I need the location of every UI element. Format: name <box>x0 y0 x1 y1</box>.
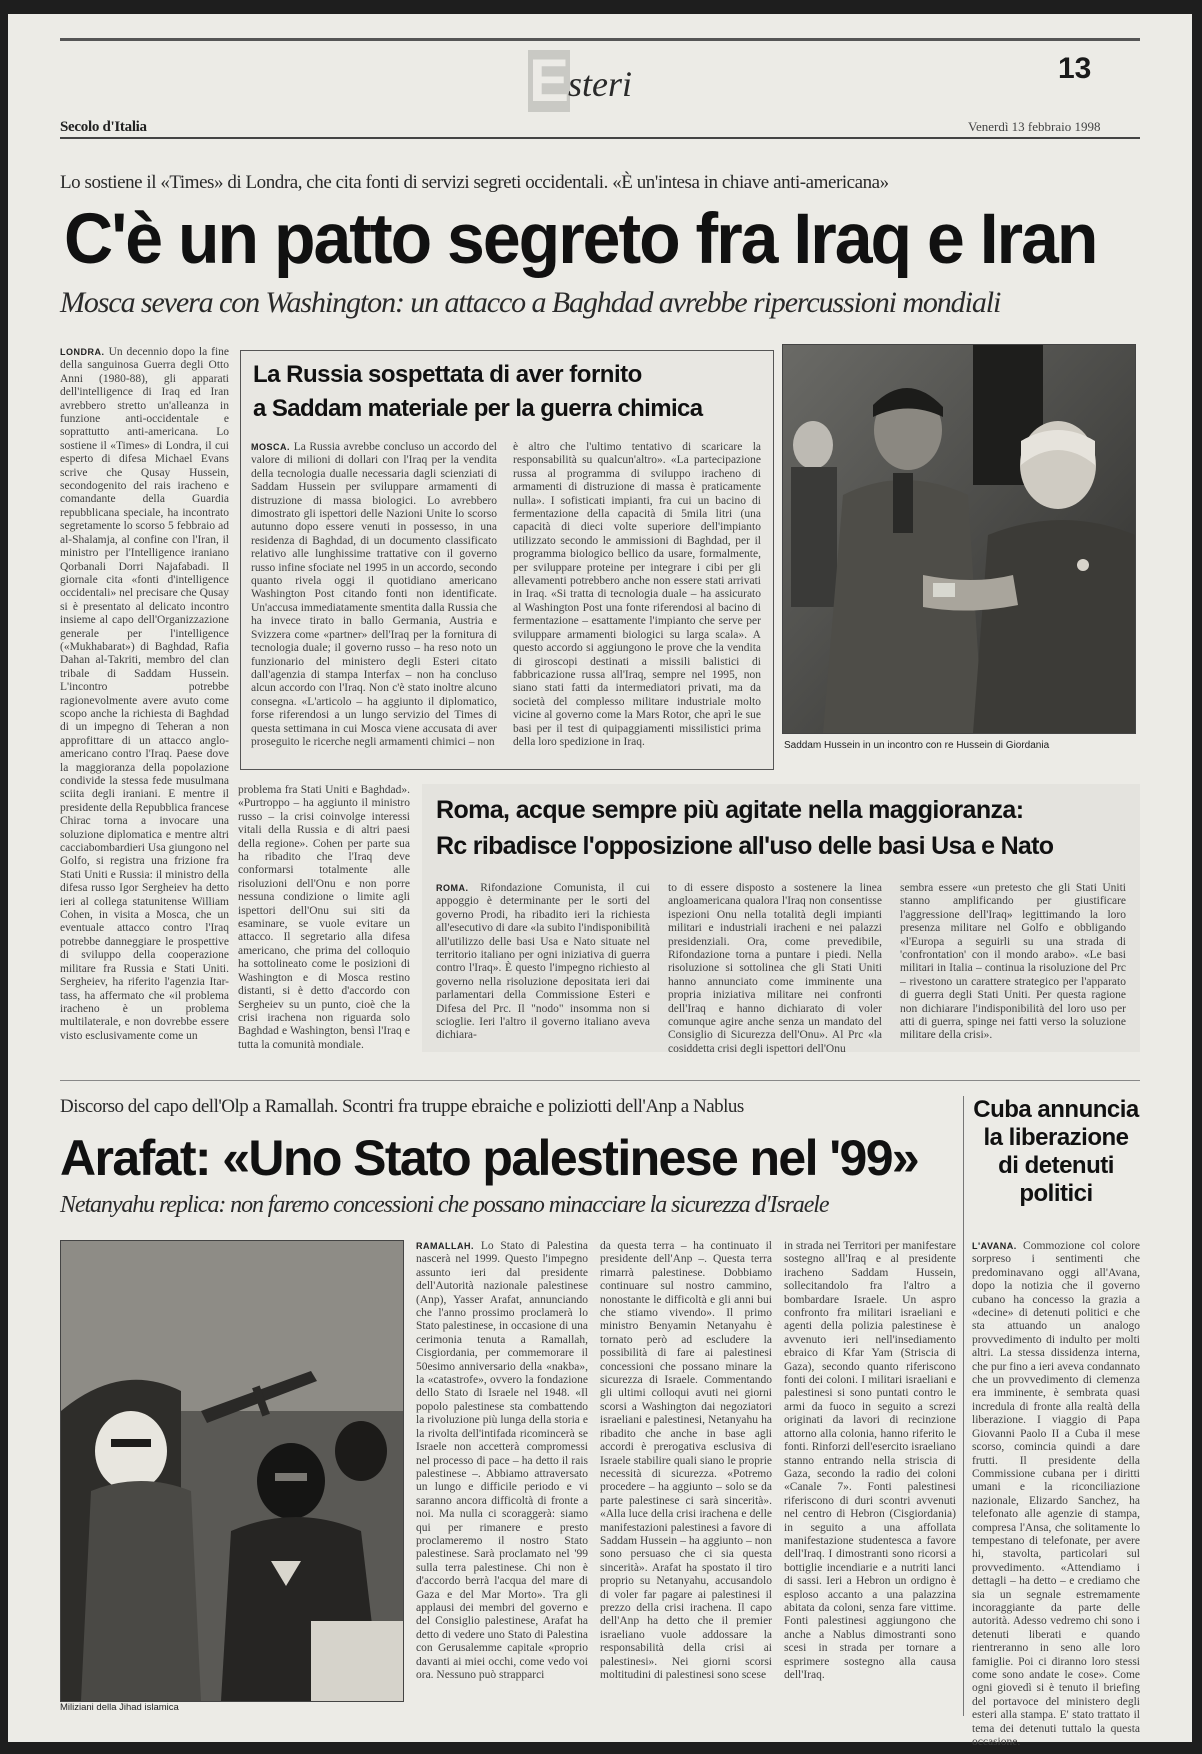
issue-date: Venerdì 13 febbraio 1998 <box>968 119 1101 134</box>
cuba-headline <box>970 1096 1142 1208</box>
jihad-photo-caption: Miliziani della Jihad islamica <box>60 1702 179 1713</box>
article-text: problema fra Stati Uniti e Baghdad». «Purtroppo – ha aggiunto il ministro russo – la crisi coinvolge interessi vitali della Russia e di altri paesi della regione». Cohen per parte sua ha ribadito che l'Iraq deve conformarsi totalmente alle risoluzioni dell'Onu e non porre nessuna condizione o limite agli ispettori dell'Onu sui siti da esaminare, se vuole evitare un attacco. Il segretario alla difesa americano, che prima del colloquio ha sottolineato come le posizioni di Washington e di Mosca restino distanti, si è detto d'accordo con Sergheiev su un punto, cioè che la crisi irachena non riguarda solo Baghdad e Washington, bensì l'Iraq e tutta la comunità mondiale. <box>238 784 410 1051</box>
saddam-photo-caption: Saddam Hussein in un incontro con re Hussein di Giordania <box>784 740 1050 751</box>
lead-story-column-1-continued <box>60 792 229 1064</box>
arafat-subhead: Netanyahu replica: non faremo concessioni che possano minacciare la sicurezza d'Israele <box>60 1192 829 1218</box>
jihad-photo <box>60 1240 404 1702</box>
dateline: L'AVANA. <box>972 1241 1024 1251</box>
russia-column-1 <box>251 441 497 761</box>
roma-column-1 <box>436 882 650 1044</box>
russia-box <box>240 350 774 770</box>
newspaper-name: Secolo d'Italia <box>60 119 147 135</box>
roma-column-3 <box>900 882 1126 1044</box>
dateline: LONDRA. <box>60 347 109 357</box>
cuba-headline-line-4: politici <box>1019 1180 1093 1207</box>
roma-column-2 <box>668 882 882 1055</box>
lead-subhead: Mosca severa con Washington: un attacco a Baghdad avrebbe ripercussioni mondiali <box>60 286 1001 319</box>
russia-headline-line-1: La Russia sospettata di aver fornito <box>253 361 642 388</box>
article-text: da questa terra – ha continuato il presidente dell'Anp –. Questa terra rimarrà palestinese. Dobbiamo continuare sul nostro cammino, nonostante le difficoltà e gli anni bui che stiamo vivendo». Il primo ministro Benyamin Netanyahu è tornato però ad escludere la possibilità di fare ai palestinesi concessioni che possano minare la sicurezza di Israele. Commentando gli ultimi colloqui avuti nei giorni scorsi a Washington dai negoziatori israeliani e palestinesi, Netanyahu ha ribadito che anche in base agli accordi è prerogativa esclusiva di Israele stabilire quali siano le proprie necessità di sicurezza. «Potremo procedere – ha aggiunto – solo se da parte palestinese ci sarà sincerità». «Alla luce della crisi irachena e delle manifestazioni palestinesi a favore di Saddam Hussein – ha aggiunto – non sono persuaso che ci sia questa sincerità». Arafat ha spostato il tiro proprio su Netanyahu, accusandolo di voler far pagare ai palestinesi il prezzo della crisi irachena. Il capo dell'Anp ha detto che il premier israeliano vuole addossare la responsabilità della crisi ai palestinesi». Nei giorni scorsi moltitudini di palestinesi sono scese <box>600 1240 772 1681</box>
lead-story-column-2 <box>238 784 410 1064</box>
article-text: to di essere disposto a sostenere la linea angloamericana qualora l'Iraq non consentisse ispezioni Onu nella totalità degli impianti militari e industriali iracheni e nei palazzi presidenziali. Ora, come prevedibile, Rifondazione torna a puntare i piedi. Nella risoluzione si sottolinea che gli Stati Uniti hanno annunciato come imminente una propria iniziativa militare nei confronti dell'Iraq e hanno dichiarato di voler comunque agire anche senza un mandato del Consiglio di Sicurezza dell'Onu». Al Prc «la cosiddetta crisi degli ispettori dell'Onu <box>668 882 882 1055</box>
russia-column-2 <box>513 441 761 761</box>
saddam-photo-image <box>783 345 1135 733</box>
arafat-headline: Arafat: «Uno Stato palestinese nel '99» <box>60 1130 919 1186</box>
section-logo <box>528 47 748 114</box>
roma-headline-line-2: Rc ribadisce l'opposizione all'uso delle basi Usa e Nato <box>436 832 1054 860</box>
cuba-column <box>972 1240 1141 1749</box>
arafat-column-2 <box>600 1240 772 1710</box>
jihad-photo-image <box>61 1241 403 1701</box>
roma-headline-line-1: Roma, acque sempre più agitate nella maggioranza: <box>436 796 1024 824</box>
newspaper-page <box>8 14 1192 1749</box>
bottom-rule <box>60 1080 1140 1081</box>
top-rule <box>60 38 1140 41</box>
article-text: in strada nei Territori per manifestare sostegno all'Iraq e al presidente iracheno Saddam Hussein, sollecitandolo fra l'altro a bombardare Israele. Un aspro confronto fra militari israeliani e agenti della polizia palestinese è avvenuto ieri nell'insediamento ebraico di Kfar Yam (Striscia di Gaza), secondo quanto riferiscono fonti dei coloni. I militari israeliani e palestinesi si sono puntati contro le armi da fuoco in seguito a screzi originati da lavori di recinzione attorno alla colonia, hanno riferito le fonti. Rinforzi dell'esercito israeliano stanno entrando nella striscia di Gaza, secondo la radio dei coloni «Canale 7». Fonti palestinesi riferiscono di duri scontri avvenuti nel centro di Hebron (Cisgiordania) in seguito a una affollata manifestazione studentesca a favore dell'Iraq. I dimostranti sono ricorsi a bottiglie incendiarie e a nutriti lanci di sassi. Ieri a Hebron un ordigno è esploso accanto a una palazzina abitata da coloni, senza fare vittime. Fonti palestinesi aggiungono che anche a Nablus dimostranti sono scesi in strada per tornare a esprimere sostegno alla causa dell'Iraq. <box>784 1240 956 1681</box>
dateline: MOSCA. <box>251 442 294 452</box>
arafat-kicker: Discorso del capo dell'Olp a Ramallah. Scontri fra truppe ebraiche e poliziotti dell'Anp a Nablus <box>60 1096 744 1117</box>
cuba-divider <box>963 1096 964 1716</box>
article-text: è altro che l'ultimo tentativo di scaricare la responsabilità su qualcun'altro». «La partecipazione russa al programma di sviluppo iracheno di armamenti di distruzione di massa è praticamente nulla». I sofisticati impianti, fra cui un bacino di fermentazione della capacità di 5mila litri (una capacità di dieci volte superiore dell'impianto utilizzato secondo le ammissioni di Baghdad, per il programma biologico bellico da usare, formalmente, per sviluppare proteine per integrare i cibi per gli allevamenti potrebbero anche non essere stati arrivati in Iraq. «Si tratta di tecnologia duale – ha assicurato al Washington Post una fonte riferendosi al bacino di fermentazione – esattamente l'impianto che serve per sviluppare armamenti biologici su larga scala». A questo accordo si aggiungono le prove che la vendita di giroscopi destinati a missili balistici di fabbricazione russa all'Iraq, sempre nel 1995, non siano stati fatti da intermediatori privati, ma da società del complesso militare industriale molto vicine al governo come la Mars Rotor, che aprì le sue basi per il test di quipaggiamenti missilistici prima della loro spedizione in Iraq. <box>513 441 761 748</box>
cuba-headline-line-1: Cuba annuncia <box>973 1096 1139 1123</box>
cuba-headline-line-2: la liberazione <box>983 1124 1129 1151</box>
article-text: Lo Stato di Palestina nascerà nel 1999. Questo l'impegno assunto ieri dal presidente dell'Autorità nazionale palestinese (Anp), Yasser Arafat, annunciando che l'anno prossimo proclamerà lo Stato palestinese, in occasione di una cerimonia tenuta a Ramallah, Cisgiordania, per commemorare il 50esimo anniversario della «nakba», la «catastrofe», ovvero la fondazione dello Stato di Israele nel 1948. «Il popolo palestinese sta combattendo la rivoluzione più lunga della storia e la rivolta dell'intifada ricomincerà se Israele non accetterà compromessi nel processo di pace – ha detto il rais palestinese –. Abbiamo attraversato un lungo e difficile periodo e vi saranno ancora difficoltà di fronte a noi. Ma nulla ci scoraggerà: siamo qui per rimanere e presto proclameremo il nostro Stato palestinese. Sarà proclamato nel '99 sulla terra palestinese. Chi non è d'accordo berrà l'acqua del mare di Gaza e del Mar Morto». Tra gli applausi dei membri del governo e del Consiglio palestinese, Arafat ha detto di vedere uno Stato di Palestina con Gerusalemme capitale «proprio davanti ai miei occhi, come vedo voi ora. Nessuno può strapparci <box>416 1240 588 1681</box>
article-text: Rifondazione Comunista, il cui appoggio è determinante per le sorti del governo Prodi, ha ribadito ieri la richiesta all'esecutivo di dare «la subito l'indisponibilità all'utilizzo delle basi Usa e Nato situate nel territorio italiano per ogni iniziativa di guerra contro l'Iraq». È questo l'impegno richiesto al governo nella risoluzione depositata ieri dai parlamentari della Commissione Esteri e Difesa del Prc. Il "nodo" insomma non si scioglie. Ieri l'altro il governo italiano aveva dichiara- <box>436 882 651 1042</box>
saddam-photo <box>782 344 1136 734</box>
roma-box <box>422 784 1140 1055</box>
section-name: steri <box>568 64 633 104</box>
arafat-column-3 <box>784 1240 956 1710</box>
section-letter-block: E <box>528 47 570 114</box>
dateline: RAMALLAH. <box>416 1241 481 1251</box>
arafat-column-1 <box>416 1240 588 1710</box>
lead-story-column-1 <box>60 346 230 1042</box>
page-number: 13 <box>1058 52 1092 85</box>
lead-headline: C'è un patto segreto fra Iraq e Iran <box>64 199 1097 279</box>
cuba-headline-line-3: di detenuti <box>998 1152 1114 1179</box>
article-text: sembra essere «un pretesto che gli Stati Uniti stanno amplificando per giustificare l'aggressione dell'Iraq» legittimando la loro presenza militare nel Golfo e obbligando «l'Europa a seguirli su una strada di 'confrontation' con il mondo arabo». «Le basi militari in Italia – continua la risoluzione del Prc – rivestono un carattere strategico per l'apparato di guerra degli Stati Uniti. Per questa ragione non dichiarare l'indisponibilità del loro uso per atti di guerra, spinge nei fatti verso la soluzione militare della crisi». <box>900 882 1126 1042</box>
lead-kicker: Lo sostiene il «Times» di Londra, che cita fonti di servizi segreti occidentali. «È un'intesa in chiave anti-americana» <box>60 172 889 193</box>
article-text: Un decennio dopo la fine della sanguinosa Guerra degli Otto Anni (1980-88), gli apparati dell'intelligence di Iraq ed Iran avrebbero stretto un'alleanza in funzione anti-occidentale e soprattutto anti-americana. Lo sostiene il «Times» di Londra, il cui esperto di difesa Michael Evans scrive che Qusay Hussein, secondogenito del rais iracheno e comandante della Guardia repubblicana speciale, ha incontrato segretamente lo scorso 5 febbraio ad al-Shalamja, al confine con l'Iran, il ministro per l'Intelligence iraniano Qorbanali Dorri Najafabadi. Il giornale cita «fonti d'intelligence occidentali» nel precisare che Qusay si è presentato al delicato incontro insieme al capo dell'Organizzazione generale per l'intelligence («Mukhabarat») di Baghdad, Rafia Dahan al-Takriti, membro del clan tribale di Saddam Hussein. L'incontro potrebbe ragionevolmente avere avuto come scopo anche la richiesta di Baghdad di un impegno di Teheran a non approfittare di un attacco anglo-americano contro l'Iraq. Paese dove la maggioranza della popolazione condivide la stessa fede musulmana sciita degli iraniani. E mentre il presidente della Repubblica francese Chirac torna a invocare una soluzione diplomatica e mentre altri cacciabombardieri Usa giungono nel Golfo, si registra una frizione fra Stati Uniti e Russia: il ministro della difesa russo Igor Sergheiev ha detto ieri al collega statunitense William Cohen, in visita a Mosca, che un eventuale attacco contro l'Iraq potrebbe danneggiare le prospettive di sviluppo della cooperazione militare fra Russia e Stati Uniti. Sergheiev, ha riferito l'agenzia Itar-tass, ha affermato che «il problema iracheno è un problema multilaterale, e non dovrebbe essere visto esclusivamente come un <box>60 346 230 1042</box>
dateline: ROMA. <box>436 883 481 893</box>
article-text: La Russia avrebbe concluso un accordo del valore di milioni di dollari con l'Iraq per la vendita della tecnologia dualle necessaria dagli scienziati di Saddam Hussein per sviluppare armamenti di distruzione di massa biologici. Lo avrebbero dimostrato gli ispettori delle Nazioni Unite lo scorso autunno dopo essere venuti in possesso, in una residenza di Baghdad, di un documento classificato relativo alle lunghissime trattative con il governo russo infine sfociate nel 1995 in un accordo, secondo quanto rivela oggi il quotidiano americano Washington Post citando fonti non identificate. Un'accusa immediatamente smentita dalla Russia che ha invece tirato in ballo Germania, Austria e Svizzera come «partner» dell'Iraq per la fornitura di tecnologia duale; il governo russo – ha reso noto un funzionario del ministero degli Esteri citato dall'agenzia di stampa Interfax – non ha concluso alcun accordo con l'Iraq. Non c'è stato inoltre alcuno consegna. «L'articolo – ha aggiunto il diplomatico, forse riferendosi a un lungo servizio del Times di questa settimana in cui Mosca viene accusata di aver proseguito le ricerche negli armamenti chimici – non <box>251 441 497 748</box>
article-text: Commozione col colore sorpreso i sentimenti che predominavano oggi all'Avana, dopo la notizia che il governo cubano ha concesso la grazia a «decine» di detenuti politici e che sta attuando un analogo provvedimento di indulto per molti altri. La stessa dissidenza interna, che pur fino a ieri aveva condannato che un provvedimento di clemenza era imminente, è sembrata quasi incredula di fronte alla realtà della liberazione. I viaggio di Papa Giovanni Paolo II a Cuba il mese scorso, comincia quindi a dare frutti. Il presidente della Commissione cubana per i diritti umani e la riconciliazione nazionale, Elizardo Sanchez, ha telefonato alle agenzie di stampa, compresa l'Ansa, che solitamente lo tempestano di telefonate, per avere hi, stavolta, particolari sul provvedimento. «Attendiamo i dettagli – ha detto – e crediamo che sia un segnale estremamente incoraggiante da parte delle autorità. Adesso vedremo chi sono i detenuti liberati e quando rientreranno in seno alle loro famiglie. Poi ci diranno loro stessi come sono andate le cose». Come ogni giovedì si è tenuto il briefing del portavoce del ministero degli esteri alla stampa. E' stato trattato il tema dei detenuti tuttalo la questa occasione. <box>972 1240 1141 1749</box>
russia-headline-line-2: a Saddam materiale per la guerra chimica <box>253 395 703 422</box>
masthead-rule <box>60 137 1140 139</box>
